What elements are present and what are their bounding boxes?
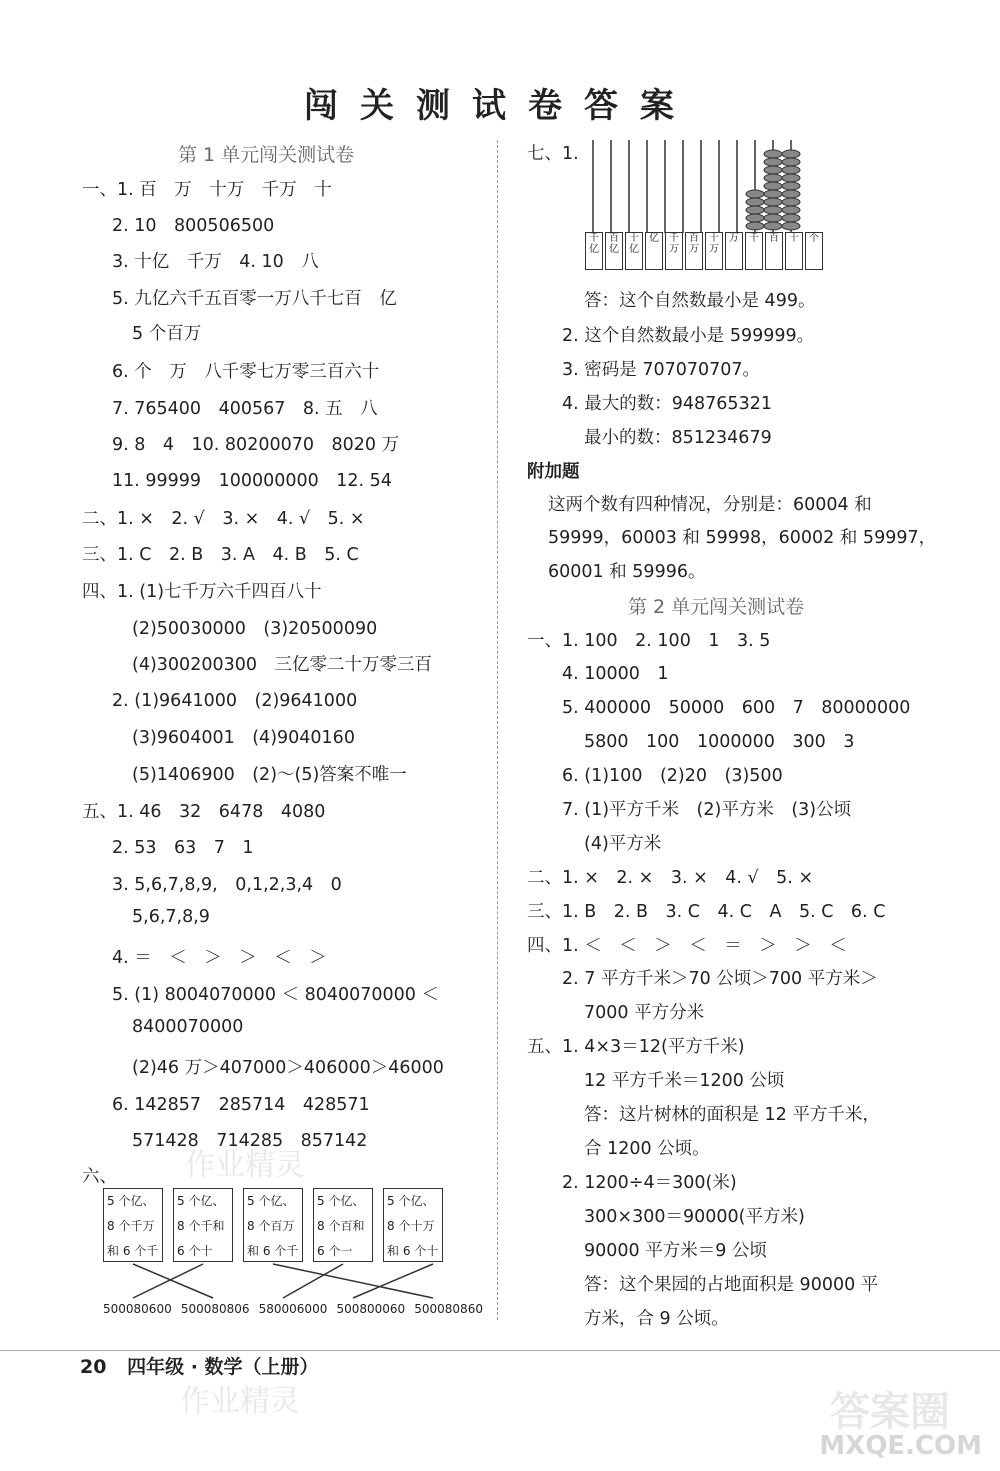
watermark: 答案圈 (830, 1389, 950, 1435)
answer-line: 5,6,7,8,9 (132, 907, 210, 927)
answer-line: 2. (1)9641000 (2)9641000 (112, 691, 358, 711)
answer-line: 5. (1) 8004070000 ＜ 8040070000 ＜ (112, 985, 439, 1005)
answer-line: 7. 765400 400567 8. 五 八 (112, 399, 378, 419)
match-box: 5 个亿、 8 个千和 6 个十 (173, 1188, 233, 1262)
answer-line: 2. 10 800506500 (112, 216, 275, 236)
answer-line: 一、1. 100 2. 100 1 3. 5 (527, 631, 771, 651)
abacus-label: 十万 (705, 232, 723, 270)
answer-line: 300×300＝90000(平方米) (584, 1207, 805, 1227)
answer-line: 3. 密码是 707070707。 (562, 360, 761, 380)
unit2-heading: 第 2 单元闯关测试卷 (628, 596, 805, 618)
matching-boxes (103, 1188, 443, 1262)
answer-line: 5800 100 1000000 300 3 (584, 732, 855, 752)
answer-line: 7000 平方分米 (584, 1003, 705, 1023)
answer-line: 四、1. (1)七千万六千四百八十 (82, 582, 322, 602)
answer-line: 9. 8 4 10. 80200070 8020 万 (112, 435, 400, 455)
abacus-labels (585, 232, 825, 270)
match-box: 5 个亿、 8 个百万 和 6 个千 (243, 1188, 303, 1262)
answer-line: 2. 7 平方千米＞70 公顷＞700 平方米＞ (562, 969, 878, 989)
answer-line: 五、1. 46 32 6478 4080 (82, 802, 326, 822)
answer-line: 60001 和 59996。 (548, 562, 706, 582)
abacus-label: 十亿 (625, 232, 643, 270)
answer-line: 7. (1)平方千米 (2)平方米 (3)公顷 (562, 800, 852, 820)
abacus-label: 十 (785, 232, 803, 270)
abacus-label: 百万 (685, 232, 703, 270)
answer-line: 5 个百万 (132, 324, 202, 344)
answer-line: 六、 (82, 1167, 117, 1187)
answer-line: 方米，合 9 公顷。 (584, 1309, 729, 1329)
abacus-label: 个 (805, 232, 823, 270)
answer-line: 11. 99999 100000000 12. 54 (112, 471, 392, 491)
watermark: 作业精灵 (180, 1384, 300, 1419)
answer-line: 四、1. ＜ ＜ ＞ ＜ ＝ ＞ ＞ ＜ (527, 936, 847, 956)
footer-rule (0, 1350, 1000, 1351)
answer-line: 4. 10000 1 (562, 664, 669, 684)
answer-line: (3)9604001 (4)9040160 (132, 728, 355, 748)
abacus-label: 亿 (645, 232, 663, 270)
answer-line: 五、1. 4×3＝12(平方千米) (527, 1037, 745, 1057)
answer-line: (5)1406900 (2)～(5)答案不唯一 (132, 765, 407, 785)
answer-line: 8400070000 (132, 1017, 244, 1037)
abacus-label: 千 (745, 232, 763, 270)
abacus-label: 百 (765, 232, 783, 270)
match-box: 5 个亿、 8 个百和 6 个一 (313, 1188, 373, 1262)
answer-line: 最小的数：851234679 (584, 428, 772, 448)
match-number: 500080806 (180, 1302, 250, 1316)
match-box: 5 个亿、 8 个十万 和 6 个十 (383, 1188, 443, 1262)
answer-line: 6. (1)100 (2)20 (3)500 (562, 766, 783, 786)
match-number: 500080860 (414, 1302, 483, 1316)
answer-line: 59999，60003 和 59998，60002 和 59997， (548, 528, 937, 548)
answer-line: 三、1. C 2. B 3. A 4. B 5. C (82, 545, 359, 565)
watermark: 作业精灵 (185, 1148, 305, 1183)
answer-line: (4)300200300 三亿零二十万零三百 (132, 655, 432, 675)
page-footer (80, 1352, 333, 1379)
answer-line: 七、1. (527, 144, 579, 164)
answer-line: 5. 400000 50000 600 7 80000000 (562, 698, 911, 718)
answer-line: 90000 平方米＝9 公顷 (584, 1241, 767, 1261)
footer-subject: 四年级 · 数学（上册） (127, 1356, 319, 1378)
answer-line: 一、1. 百 万 十万 千万 十 (82, 180, 332, 200)
page-title: 闯关测试卷答案 (304, 86, 696, 126)
page-number: 20 (80, 1356, 107, 1378)
match-number: 580006000 (258, 1302, 328, 1316)
match-number: 500080600 (103, 1302, 172, 1316)
answer-line: 答：这个果园的占地面积是 90000 平 (584, 1275, 879, 1295)
bonus-heading: 附加题 (527, 462, 580, 482)
answer-line: (2)50030000 (3)20500090 (132, 619, 378, 639)
answer-line: 6. 个 万 八千零七万零三百六十 (112, 362, 380, 382)
matching-lines (103, 1262, 473, 1300)
answer-line: (2)46 万＞407000＞406000＞46000 (132, 1058, 444, 1078)
answer-line: (4)平方米 (584, 834, 662, 854)
abacus-label: 万 (725, 232, 743, 270)
answer-line: 6. 142857 285714 428571 (112, 1095, 370, 1115)
answer-line: 二、1. × 2. × 3. × 4. √ 5. × (527, 868, 814, 888)
unit1-heading: 第 1 单元闯关测试卷 (178, 144, 355, 166)
answer-line: 答：这片树林的面积是 12 平方千米， (584, 1105, 880, 1125)
matching-numbers (103, 1302, 483, 1316)
answer-line: 3. 5,6,7,8,9, 0,1,2,3,4 0 (112, 875, 342, 895)
answer-line: 三、1. B 2. B 3. C 4. C A 5. C 6. C (527, 902, 886, 922)
answer-line: 2. 53 63 7 1 (112, 838, 254, 858)
answer-line: 3. 十亿 千万 4. 10 八 (112, 252, 319, 272)
answer-line: 4. ＝ ＜ ＞ ＞ ＜ ＞ (112, 948, 327, 968)
answer-line: 二、1. × 2. √ 3. × 4. √ 5. × (82, 509, 365, 529)
answer-line: 答：这个自然数最小是 499。 (584, 291, 816, 311)
abacus-label: 百亿 (605, 232, 623, 270)
column-divider (497, 140, 498, 1320)
answer-line: 571428 714285 857142 (132, 1131, 368, 1151)
abacus-label: 千万 (665, 232, 683, 270)
answer-line: 2. 这个自然数最小是 599999。 (562, 326, 815, 346)
watermark: MXQE.COM (819, 1431, 982, 1461)
match-number: 500800060 (336, 1302, 406, 1316)
answer-line: 2. 1200÷4＝300(米) (562, 1173, 737, 1193)
answer-line: 这两个数有四种情况，分别是：60004 和 (548, 495, 872, 515)
abacus-label: 千亿 (585, 232, 603, 270)
answer-line: 5. 九亿六千五百零一万八千七百 亿 (112, 289, 397, 309)
answer-line: 合 1200 公顷。 (584, 1139, 710, 1159)
match-box: 5 个亿、 8 个千万 和 6 个千 (103, 1188, 163, 1262)
answer-line: 12 平方千米＝1200 公顷 (584, 1071, 785, 1091)
answer-line: 4. 最大的数：948765321 (562, 394, 772, 414)
